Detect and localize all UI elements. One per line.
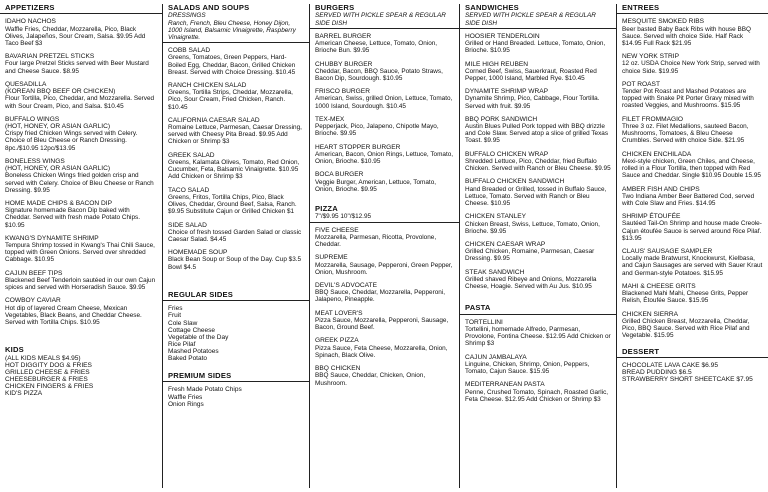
- menu-item: [5, 53, 157, 75]
- menu-item-description: Blackened Mahi Mahi, Cheese Grits, Pepper Relish, Étoufée Sauce. $15.95: [622, 290, 749, 305]
- menu-item-name: MEDITERRANEAN PASTA: [465, 381, 545, 389]
- menu-item: [622, 151, 763, 180]
- menu-item-description: Pepperjack, Pico, Jalapeno, Chipotle Mayo, Brioche. $9.95: [315, 123, 439, 138]
- menu-item-name: CHUBBY BURGER: [315, 60, 373, 68]
- menu-item: [5, 116, 157, 152]
- menu-item: [465, 319, 611, 348]
- menu-item-description: Black Bean Soup or Soup of the Day. Cup $3.5 Bowl $4.5: [168, 256, 302, 271]
- menu-item-description: Beer basted Baby Back Ribs with house BBQ Sauce. Served with choice Side. Half Rack $14.95 Full Rack $21.95: [622, 25, 751, 47]
- section-divider: [617, 13, 768, 14]
- menu-item-name: BBQ PORK SANDWICH: [465, 115, 538, 123]
- menu-item: [315, 310, 454, 332]
- list-line: Vegetable of the Day: [168, 333, 229, 341]
- menu-item-description: American Cheese, Lettuce, Tomato, Onion, Brioche Bun. $9.95: [315, 40, 438, 55]
- list-line: CHOCOLATE LAVA CAKE $6.95: [622, 361, 719, 369]
- menu-item-description: Greens, Tortilla Strips, Cheddar, Mozzarella, Pico, Sour Cream, Fried Chicken, Ranch. $10.45: [168, 89, 293, 111]
- menu-item: [465, 241, 611, 263]
- menu-item-name: KWANG'S DYNAMITE SHRIMP: [5, 234, 99, 242]
- salads-heading: SALADS AND SOUPS: [168, 4, 250, 12]
- dressings-subheading: DRESSINGS: [168, 12, 206, 20]
- regular-sides-list: [168, 305, 304, 362]
- menu-item-name: CLAUS' SAUSAGE SAMPLER: [622, 248, 713, 256]
- menu-item-description: Veggie Burger, American, Lettuce, Tomato, Onion, Brioche. $9.95: [315, 178, 437, 193]
- premium-sides-list: [168, 386, 304, 407]
- list-line: HOT DIGGITY DOG & FRIES: [5, 361, 92, 369]
- list-line: Fruit: [168, 312, 181, 320]
- list-line: Cottage Cheese: [168, 326, 215, 334]
- appetizers-list: [5, 18, 157, 326]
- list-line: BREAD PUDDING $6.5: [622, 369, 692, 377]
- menu-item-description: Chicken Breast, Swiss, Lettuce, Tomato, Onion, Brioche. $9.95: [465, 220, 600, 235]
- menu-item-name: QUESADILLA (KOREAN BBQ BEEF OR CHICKEN): [5, 80, 116, 96]
- list-line: Fresh Made Potato Chips: [168, 386, 242, 394]
- section-divider: [310, 222, 459, 223]
- menu-item-name: BONELESS WINGS (HOT, HONEY, OR ASIAN GARLIC): [5, 157, 111, 173]
- entrees-list: [622, 18, 763, 339]
- menu-item-description: Linguine, Chicken, Shrimp, Onion, Peppers, Tomato, Cajun Sauce. $15.95: [465, 360, 590, 376]
- menu-item: [465, 213, 611, 235]
- list-line: CHICKEN FINGERS & FRIES: [5, 383, 94, 391]
- burgers-list: [315, 33, 454, 193]
- kids-list: [5, 355, 157, 398]
- menu-item: [168, 187, 304, 216]
- entrees-heading: ENTREES: [622, 4, 660, 12]
- list-line: Onion Rings: [168, 400, 204, 408]
- menu-item-name: CHICKEN ENCHILADA: [622, 150, 692, 158]
- menu-item: [622, 18, 763, 47]
- menu-item-description: Romaine Lettuce, Parmesan, Caesar Dressing, served with Cheesy Pita Bread. $9.95 Add Chicken or Shrimp $3: [168, 124, 302, 146]
- menu-item-name: BBQ CHICKEN: [315, 365, 361, 373]
- menu-item: [622, 116, 763, 145]
- premium-sides-heading: PREMIUM SIDES: [168, 371, 232, 381]
- list-line: Cole Slaw: [168, 319, 198, 327]
- menu-item-description: Blackened Beef Tenderloin sautéed in our own Cajun spices and served with Horseradish Sauce. $9.95: [5, 276, 156, 292]
- pizza-list: [315, 227, 454, 387]
- menu-item: [168, 117, 304, 146]
- menu-item: [622, 186, 763, 208]
- menu-item-name: BUFFALO CHICKEN WRAP: [465, 150, 549, 158]
- menu-item: [465, 381, 611, 403]
- dessert-heading: DESSERT: [622, 346, 660, 356]
- menu-item: [168, 249, 304, 271]
- menu-item: [465, 88, 611, 110]
- menu-item-name: BAVARIAN PRETZEL STICKS: [5, 53, 95, 61]
- menu-item-name: CHICKEN SIERRA: [622, 310, 679, 318]
- sandwiches-heading: SANDWICHES: [465, 4, 519, 12]
- menu-item-name: BARREL BURGER: [315, 32, 372, 40]
- menu-item: [5, 270, 157, 292]
- menu-item-description: Hot dip of layered Cream Cheese, Mexican Vegetables, Black Beans, and Cheddar Cheese. Served with Tortilla Chips. $10.95: [5, 304, 142, 326]
- menu-item-description: 12 oz. USDA Choice New York Strip, served with choice Side. $19.95: [622, 60, 760, 75]
- menu-item: [168, 222, 304, 244]
- menu-item-name: MAHI & CHEESE GRITS: [622, 282, 696, 290]
- menu-item-description: Four large Pretzel Sticks served with Beer Mustard and Cheese Sauce. $8.95: [5, 60, 149, 75]
- menu-item: [465, 33, 611, 55]
- menu-item: [622, 311, 763, 340]
- menu-item-name: RANCH CHICKEN SALAD: [168, 82, 247, 90]
- menu-item: [315, 282, 454, 304]
- menu-item: [315, 61, 454, 83]
- regular-sides-heading: REGULAR SIDES: [168, 289, 234, 299]
- menu-item-name: GREEK SALAD: [168, 151, 215, 159]
- menu-item-description: Three 3 oz. Filet Medallions, sauteed Bacon, Mushrooms, Tomatoes, & Bleu Cheese Crumbles. Served with choice Side. $21.95: [622, 123, 749, 145]
- menu-item: [5, 18, 157, 47]
- menu-item-description: Grilled Chicken, Romaine, Parmesan, Caesar Dressing. $9.95: [465, 248, 595, 263]
- menu-item: [168, 82, 304, 111]
- menu-item: [315, 337, 454, 359]
- menu-item-description: Mexi-style chicken, Green Chiles, and Cheese, rolled in a Flour Tortilla, then topped with Red Sauce and Cheddar. Single $10.95 Double 15.95: [622, 157, 761, 180]
- list-line: STRAWBERRY SHORT SHEETCAKE $7.95: [622, 376, 753, 384]
- menu-item-name: GREEK PIZZA: [315, 337, 359, 345]
- pizza-sizes: 7"/$9.95 10"/$12.95: [315, 213, 372, 221]
- pasta-heading: PASTA: [465, 303, 491, 313]
- menu-item-description: Grilled Chicken Breast, Mozzarella, Cheddar, Pico, BBQ Sauce. Served with Rice Pilaf and Vegetable. $15.95: [622, 317, 750, 340]
- section-divider: [460, 314, 616, 315]
- menu-item-description: Tempura Shrimp tossed in Kwang's Thai Chili Sauce, topped with Green Onions. Served over shredded Cabbage. $10.95: [5, 242, 155, 264]
- salads-list: [168, 47, 304, 271]
- menu-item-description: Sautéed Tail-On Shrimp and house made Creole-Cajun étoufée Sauce is served around Rice Pilaf. $13.95: [622, 220, 762, 242]
- spacer: [168, 277, 304, 291]
- list-line: Waffle Fries: [168, 393, 203, 401]
- column-salads: [162, 4, 309, 488]
- menu-item: [315, 254, 454, 276]
- menu-item: [465, 151, 611, 173]
- menu-item-name: CALIFORNIA CAESAR SALAD: [168, 116, 260, 124]
- menu-item-name: SIDE SALAD: [168, 221, 207, 229]
- menu-item: [465, 116, 611, 145]
- menu-item-name: FRISCO BURGER: [315, 88, 370, 96]
- menu-item: [5, 81, 157, 110]
- menu-item: [315, 33, 454, 55]
- menu-item-description: Locally made Bratwurst, Knockwurst, Kielbasa, and Cajun Sausages are served with Sauer Kraut and German-style Potatoes. $15.95: [622, 255, 763, 277]
- menu-item-name: MEAT LOVER'S: [315, 309, 363, 317]
- menu-item-description: Cheddar, Bacon, BBQ Sauce, Potato Straws, Bacon Dip, Sourdough. $10.95: [315, 67, 443, 82]
- menu-item: [622, 283, 763, 305]
- menu-item-description: Tender Pot Roast and Mashed Potatoes are topped with Snake Pit Porter Gravy mixed with roasted Veggies, and Mushrooms. $15.95: [622, 88, 754, 110]
- list-line: Mashed Potatoes: [168, 347, 219, 355]
- menu-item-name: CHICKEN CAESAR WRAP: [465, 241, 546, 249]
- menu-item-description: Shredded Lettuce, Pico, Cheddar, fried Buffalo Chicken. Served with Ranch or Bleu Cheese. $9.95: [465, 157, 611, 173]
- menu-item-name: FIVE CHEESE: [315, 226, 359, 234]
- menu-item: [5, 200, 157, 229]
- menu-item-name: BOCA BURGER: [315, 171, 364, 179]
- menu-item-name: SHRIMP ÉTOUFÉE: [622, 213, 681, 221]
- list-line: CHEESEBURGER & FRIES: [5, 375, 88, 383]
- menu-item: [465, 269, 611, 291]
- menu-item-name: BUFFALO CHICKEN SANDWICH: [465, 178, 565, 186]
- menu-item-description: Mozzarella, Sausage, Pepperoni, Green Pepper, Onion, Mushroom.: [315, 261, 453, 276]
- menu-item: [622, 81, 763, 110]
- menu-item-name: COWBOY CAVIAR: [5, 297, 61, 305]
- menu-item-description: Greens, Kalamata Olives, Tomato, Red Onion, Cucumber, Feta, Balsamic Vinaigrette. $10.95 Add Chicken or Shrimp $3: [168, 159, 300, 181]
- menu-item-description: Greens, Tomatoes, Green Peppers, Hard-Boiled Egg, Cheddar, Bacon, Grilled Chicken Breast. Served with Choice Dressing. $10.45: [168, 54, 296, 76]
- section-divider: [460, 28, 616, 29]
- column-appetizers: [0, 4, 162, 488]
- menu-item-description: Signature homemade Bacon Dip baked with Cheddar. Served with fresh made Potato Chips. $10.95: [5, 207, 140, 229]
- menu-item-name: TORTELLINI: [465, 318, 503, 326]
- appetizers-heading: APPETIZERS: [5, 4, 55, 12]
- section-divider: [163, 381, 309, 382]
- menu-item-name: AMBER FISH AND CHIPS: [622, 185, 700, 193]
- menu-item-description: Boneless Chicken Wings fried golden crisp and served with Celery. Choice of Bleu Cheese or Ranch Dressing. $9.95: [5, 172, 154, 194]
- menu-item-description: Choice of fresh tossed Garden Salad or classic Caesar Salad. $4.45: [168, 228, 302, 243]
- dressings-list: Ranch, French, Bleu Cheese, Honey Dijon, 1000 Island, Balsamic Vinaigrette, Raspberry Vinaigrette.: [168, 19, 296, 42]
- menu-item-name: IDAHO NACHOS: [5, 18, 56, 26]
- section-divider: [617, 357, 768, 358]
- menu-item-name: HOOSIER TENDERLOIN: [465, 32, 540, 40]
- menu-item: [5, 297, 157, 326]
- menu-item-description: BBQ Sauce, Cheddar, Chicken, Onion, Mushroom.: [315, 372, 426, 387]
- section-divider: [310, 28, 459, 29]
- menu-item: [622, 53, 763, 75]
- menu-item-name: CHICKEN STANLEY: [465, 213, 527, 221]
- menu-item: [622, 213, 763, 242]
- menu-item-name: HOME MADE CHIPS & BACON DIP: [5, 200, 112, 207]
- menu-item-name: STEAK SANDWICH: [465, 268, 525, 276]
- list-line: Fries: [168, 305, 183, 313]
- menu-item: [5, 235, 157, 264]
- menu-item: [5, 158, 157, 194]
- menu-item: [465, 178, 611, 207]
- menu-item-description: BBQ Sauce, Cheddar, Mozzarella, Pepperoni, Jalapeno, Pineapple.: [315, 289, 446, 304]
- menu-item-name: CAJUN JAMBALAYA: [465, 353, 527, 361]
- menu-item-description: Crispy fried Chicken Wings served with Celery. Choice of Bleu Cheese or Ranch Dressing. 8pc./$10.95 12pc/$13.95: [5, 130, 138, 152]
- menu-item-name: POT ROAST: [622, 80, 660, 88]
- menu-item-name: CAJUN BEEF TIPS: [5, 269, 63, 277]
- menu-item-description: Grilled shaved Ribeye and Onions, Mozzarella Cheese, Hoagie. Served with Au Jus. $10.95: [465, 275, 597, 291]
- menu-item-description: Hand Breaded or Grilled, tossed in Buffalo Sauce, Lettuce, Tomato. Served with Ranch or Bleu Cheese. $10.95: [465, 185, 607, 207]
- menu-item-name: HEART STOPPER BURGER: [315, 143, 401, 151]
- menu-item-description: Greens, Fritos, Tortilla Chips, Pico, Black Olives, Cheddar, Ground Beef, Salsa, Ranch. $9.95 Substitute Cajun or Grilled Chicken $1: [168, 193, 297, 216]
- column-entrees: [616, 4, 768, 488]
- menu-item-name: TEX-MEX: [315, 115, 345, 123]
- burgers-subheading: SERVED WITH PICKLE SPEAR & REGULAR SIDE DISH: [315, 12, 446, 27]
- menu-item-name: COBB SALAD: [168, 47, 211, 55]
- menu-item-name: MESQUITE SMOKED RIBS: [622, 18, 705, 26]
- menu-item: [168, 47, 304, 76]
- spacer: [5, 332, 157, 346]
- list-line: KID'S PIZZA: [5, 390, 43, 398]
- menu-item-name: HOMEMADE SOUP: [168, 249, 228, 257]
- menu-item-description: Mozzarella, Parmesan, Ricotta, Provolone, Cheddar.: [315, 233, 437, 248]
- menu-item-description: Waffle Fries, Cheddar, Mozzarella, Pico, Black Olives, Jalapeños, Sour Cream, Salsa. $9.95 Add Taco Beef $3: [5, 25, 146, 47]
- pasta-list: [465, 319, 611, 403]
- menu-item-description: Corned Beef, Swiss, Sauerkraut, Roasted Red Pepper, 1000 Island, Marbled Rye. $10.45: [465, 67, 597, 82]
- menu-item: [315, 227, 454, 249]
- menu-item: [465, 61, 611, 83]
- kids-heading: KIDS: [5, 345, 24, 355]
- burgers-heading: BURGERS: [315, 4, 355, 12]
- menu-item-name: DEVIL'S ADVOCATE: [315, 282, 377, 290]
- list-line: Baked Potato: [168, 354, 208, 362]
- menu-item-description: American, Bacon, Onion Rings, Lettuce, Tomato, Onion, Brioche. $10.95: [315, 150, 454, 165]
- menu-item-name: BUFFALO WINGS (HOT, HONEY, OR ASIAN GARLIC): [5, 115, 111, 131]
- section-divider: [0, 13, 162, 14]
- menu-item-description: Austin Blues Pulled Pork topped with BBQ drizzle and Cole Slaw. Served atop a slice of grilled Texas Toast. $9.95: [465, 123, 609, 145]
- list-line: (ALL KIDS MEALS $4.95): [5, 354, 81, 362]
- menu-item-name: NEW YORK STRIP: [622, 53, 680, 61]
- menu-item: [315, 171, 454, 193]
- sandwiches-list: [465, 33, 611, 290]
- menu-item: [315, 144, 454, 166]
- menu-item-description: Tortellini, homemade Alfredo, Parmesan, Provolone, Fontina Cheese. $12.95 Add Chicken or Shrimp $3: [465, 326, 611, 348]
- list-line: GRILLED CHEESE & FRIES: [5, 368, 90, 376]
- menu-item-name: FILET FROMMAGIO: [622, 115, 684, 123]
- menu-item-description: Two Indiana Amber Beer Battered Cod, served with Cole Slaw and Fries. $14.95: [622, 192, 755, 207]
- menu-item: [465, 354, 611, 376]
- menu-item-description: Penne, Crushed Tomato, Spinach, Roasted Garlic, Feta Cheese. $12.95 Add Chicken or Shrimp $3: [465, 388, 609, 403]
- pizza-heading: PIZZA: [315, 204, 338, 214]
- section-divider: [163, 300, 309, 301]
- menu-item: [315, 88, 454, 110]
- section-divider: [163, 42, 309, 43]
- menu-item: [622, 248, 763, 277]
- menu-item-description: Grilled or Hand Breaded. Lettuce, Tomato, Onion, Brioche. $10.95: [465, 40, 606, 55]
- menu-item: [315, 365, 454, 387]
- menu-item-description: Dynamite Shrimp, Pico, Cabbage, Flour Tortilla. Served with fruit. $9.95: [465, 95, 600, 110]
- menu-item-description: Flour Tortilla, Pico, Cheddar, and Mozzarella. Served with Sour Cream, Pico, and Salsa. $10.45: [5, 95, 155, 110]
- column-sandwiches: [459, 4, 616, 488]
- list-line: Rice Pilaf: [168, 340, 196, 348]
- menu-item-description: Pizza Sauce, Mozzarella, Pepperoni, Sausage, Bacon, Ground Beef.: [315, 316, 449, 332]
- menu-item-description: Pizza Sauce, Feta Cheese, Mozzarella, Onion, Spinach, Black Olive.: [315, 344, 448, 359]
- menu-item-name: SUPREME: [315, 254, 348, 262]
- menu-item-description: American, Swiss, grilled Onion, Lettuce, Tomato, 1000 Island, Sourdough. $10.45: [315, 95, 453, 110]
- dessert-list: [622, 362, 763, 383]
- menu-item: [315, 116, 454, 138]
- menu-item-name: MILE HIGH REUBEN: [465, 60, 529, 68]
- menu-item-name: DYNAMITE SHRIMP WRAP: [465, 88, 549, 96]
- sandwiches-subheading: SERVED WITH PICKLE SPEAR & REGULAR SIDE DISH: [465, 12, 596, 27]
- column-burgers: [309, 4, 459, 488]
- menu-item-name: TACO SALAD: [168, 186, 210, 194]
- menu-item: [168, 152, 304, 181]
